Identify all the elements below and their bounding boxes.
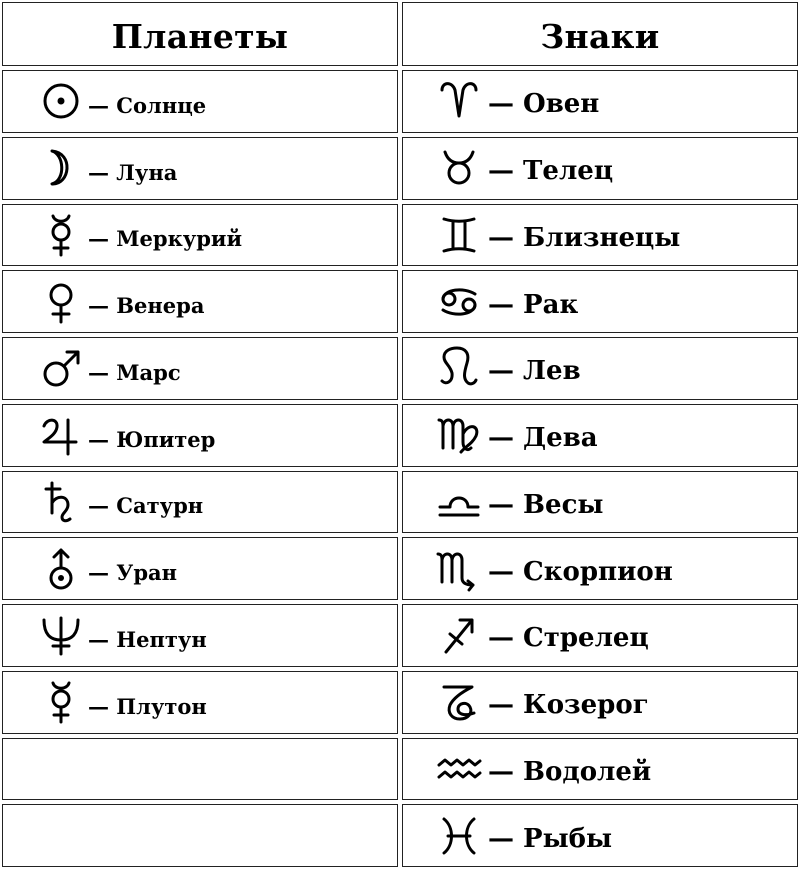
sign-row-cancer [400, 268, 800, 335]
sign-label: — Рыбы [488, 823, 613, 854]
planet-row-empty-2 [0, 802, 400, 869]
planet-row-neptune [0, 602, 400, 669]
planet-row-uranus [0, 535, 400, 602]
sign-label: — Стрелец [488, 623, 649, 654]
sign-label: — Лев [488, 356, 581, 387]
planet-label: — Уран [88, 560, 178, 586]
planet-row-pluto [0, 669, 400, 736]
sign-label: — Скорпион [488, 556, 673, 587]
planet-row-moon [0, 135, 400, 202]
planet-label: — Марс [88, 359, 181, 385]
sign-row-aries [400, 68, 800, 135]
planet-label: — Луна [88, 159, 178, 185]
cancer-icon [436, 279, 482, 325]
planet-row-mars [0, 335, 400, 402]
sign-label: — Телец [488, 156, 614, 187]
sign-row-sagittarius [400, 602, 800, 669]
planet-row-empty-1 [0, 736, 400, 803]
sign-label: — Водолей [488, 756, 652, 787]
sign-row-taurus [400, 135, 800, 202]
planet-row-mercury [0, 202, 400, 269]
sign-label: — Козерог [488, 690, 649, 721]
pluto-icon [38, 679, 84, 725]
planet-label: — Солнце [88, 92, 207, 118]
planet-label: — Меркурий [88, 226, 243, 252]
signs-header: Знаки [400, 0, 800, 68]
taurus-icon [436, 145, 482, 191]
planets-header: Планеты [0, 0, 400, 68]
mercury-icon [38, 212, 84, 258]
sign-label: — Дева [488, 423, 598, 454]
sign-row-capricorn [400, 669, 800, 736]
sign-row-leo [400, 335, 800, 402]
saturn-icon [38, 479, 84, 525]
sign-row-libra [400, 469, 800, 536]
planet-row-venus [0, 268, 400, 335]
sign-label: — Близнецы [488, 222, 681, 253]
moon-icon [38, 145, 84, 191]
leo-icon [436, 345, 482, 391]
aries-icon [436, 78, 482, 124]
planet-row-saturn [0, 469, 400, 536]
planet-label: — Юпитер [88, 426, 216, 452]
jupiter-icon [38, 412, 84, 458]
sign-row-pisces [400, 802, 800, 869]
sign-label: — Овен [488, 89, 600, 120]
planet-label: — Плутон [88, 693, 207, 719]
capricorn-icon [436, 679, 482, 725]
sun-icon [38, 78, 84, 124]
planet-label: — Нептун [88, 626, 207, 652]
pisces-icon [436, 813, 482, 859]
planet-label: — Сатурн [88, 493, 204, 519]
venus-icon [38, 279, 84, 325]
gemini-icon [436, 212, 482, 258]
sign-row-aquarius [400, 736, 800, 803]
uranus-icon [38, 546, 84, 592]
sign-row-virgo [400, 402, 800, 469]
sign-row-gemini [400, 202, 800, 269]
sign-label: — Весы [488, 489, 604, 520]
neptune-icon [38, 612, 84, 658]
planet-row-jupiter [0, 402, 400, 469]
sagittarius-icon [436, 612, 482, 658]
sign-label: — Рак [488, 289, 579, 320]
scorpio-icon [436, 546, 482, 592]
planet-row-sun [0, 68, 400, 135]
libra-icon [436, 479, 482, 525]
virgo-icon [436, 412, 482, 458]
sign-row-scorpio [400, 535, 800, 602]
planet-label: — Венера [88, 293, 205, 319]
aquarius-icon [436, 746, 482, 792]
mars-icon [38, 345, 84, 391]
